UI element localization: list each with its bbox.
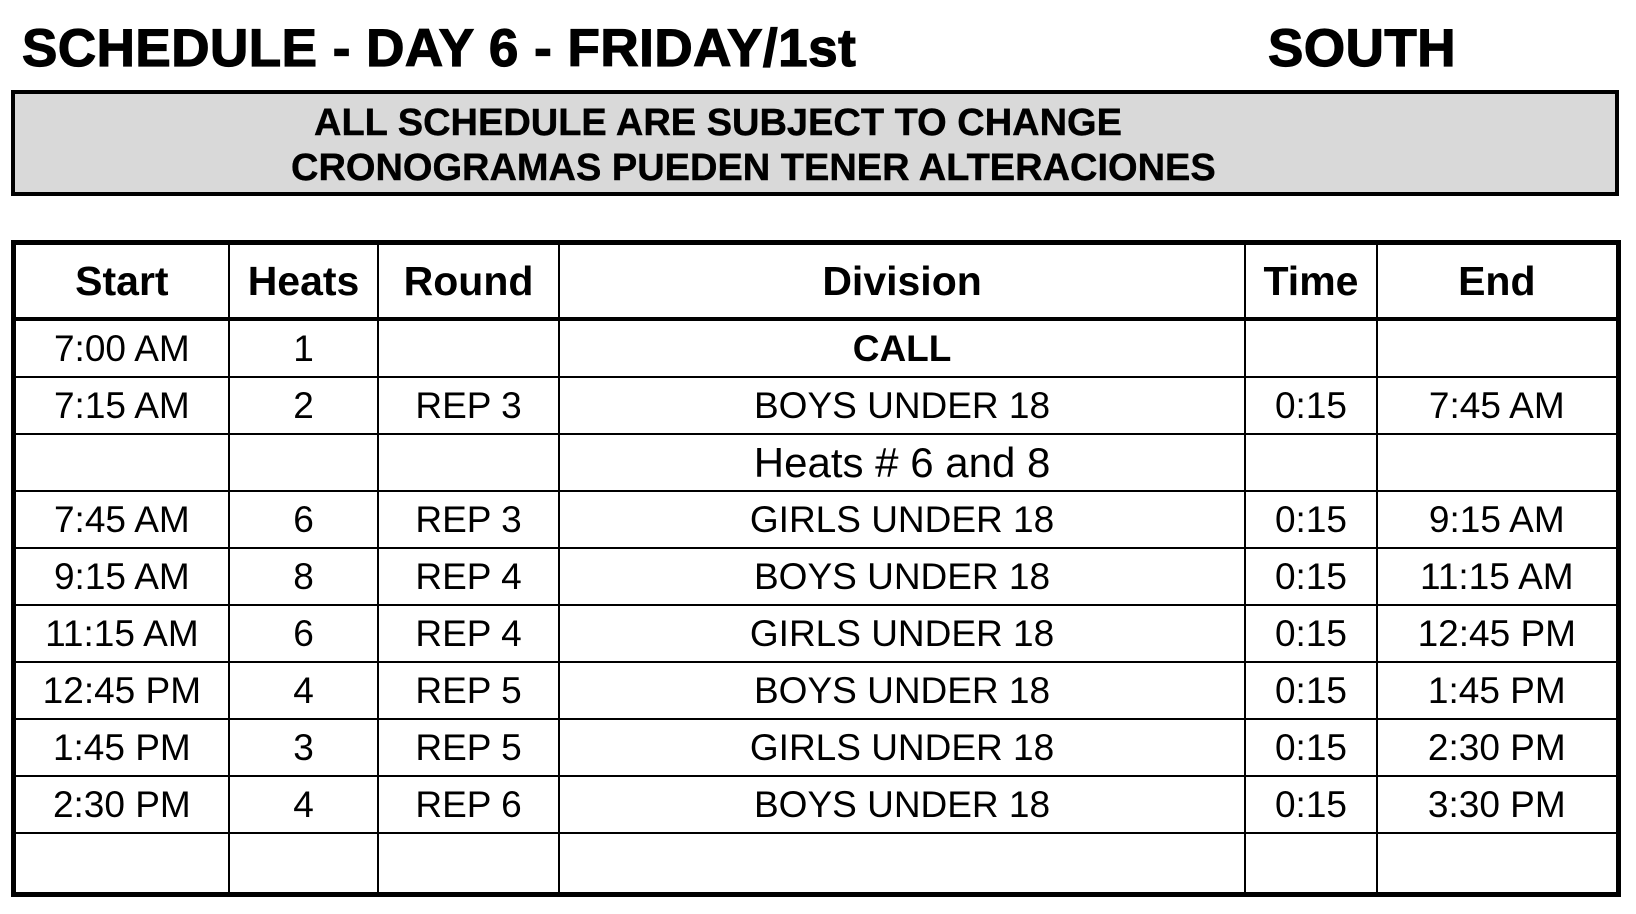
cell-start: 1:45 PM [14,719,229,776]
cell-time: 0:15 [1245,662,1376,719]
table-header-row [14,243,1619,320]
cell-time: 0:15 [1245,548,1376,605]
cell-division: BOYS UNDER 18 [559,377,1246,434]
table-row [14,434,1619,491]
cell-time: 0:15 [1245,719,1376,776]
cell-heats [229,434,379,491]
cell-heats: 6 [229,605,379,662]
cell-round: REP 3 [378,377,558,434]
cell-end [1377,319,1619,377]
cell-end: 11:15 AM [1377,548,1619,605]
table-row [14,605,1619,662]
column-header-end: End [1377,243,1619,320]
cell-heats: 4 [229,776,379,833]
column-header-heats: Heats [229,243,379,320]
cell-end: 2:30 PM [1377,719,1619,776]
cell-round: REP 5 [378,662,558,719]
cell-heats: 6 [229,491,379,548]
cell-division: CALL [559,319,1246,377]
cell-start: 7:00 AM [14,319,229,377]
cell-start: 7:45 AM [14,491,229,548]
table-row [14,719,1619,776]
title-bar [0,0,1636,90]
cell-time [1245,434,1376,491]
cell-heats [229,833,379,895]
cell-round: REP 6 [378,776,558,833]
cell-time: 0:15 [1245,491,1376,548]
table-row [14,491,1619,548]
cell-division: GIRLS UNDER 18 [559,491,1246,548]
cell-division: BOYS UNDER 18 [559,662,1246,719]
notice-line-english: ALL SCHEDULE ARE SUBJECT TO CHANGE [314,102,1122,144]
cell-end: 3:30 PM [1377,776,1619,833]
table-row [14,548,1619,605]
cell-end [1377,833,1619,895]
page-title: SCHEDULE - DAY 6 - FRIDAY/1st [22,19,857,78]
column-header-round: Round [378,243,558,320]
table-row [14,377,1619,434]
cell-heats: 1 [229,319,379,377]
cell-round [378,319,558,377]
cell-start: 9:15 AM [14,548,229,605]
cell-division: BOYS UNDER 18 [559,548,1246,605]
column-header-start: Start [14,243,229,320]
cell-heats: 4 [229,662,379,719]
table-row [14,662,1619,719]
cell-start: 11:15 AM [14,605,229,662]
cell-round [378,434,558,491]
cell-division [559,833,1246,895]
notice-line-spanish: CRONOGRAMAS PUEDEN TENER ALTERACIONES [291,147,1216,189]
cell-time: 0:15 [1245,377,1376,434]
cell-round [378,833,558,895]
column-header-time: Time [1245,243,1376,320]
table-row-empty [14,833,1619,895]
column-header-division: Division [559,243,1246,320]
change-notice-banner [11,90,1619,196]
cell-end: 12:45 PM [1377,605,1619,662]
cell-heats: 3 [229,719,379,776]
cell-time: 0:15 [1245,605,1376,662]
cell-division-note: Heats # 6 and 8 [559,434,1246,491]
cell-time [1245,833,1376,895]
cell-start [14,434,229,491]
location-label: SOUTH [1268,19,1456,78]
schedule-table [11,240,1621,897]
cell-end [1377,434,1619,491]
cell-division: GIRLS UNDER 18 [559,605,1246,662]
cell-heats: 2 [229,377,379,434]
cell-end: 7:45 AM [1377,377,1619,434]
cell-division: BOYS UNDER 18 [559,776,1246,833]
cell-start: 12:45 PM [14,662,229,719]
cell-round: REP 5 [378,719,558,776]
cell-end: 9:15 AM [1377,491,1619,548]
cell-time: 0:15 [1245,776,1376,833]
cell-time [1245,319,1376,377]
cell-round: REP 4 [378,605,558,662]
cell-round: REP 3 [378,491,558,548]
cell-round: REP 4 [378,548,558,605]
table-row [14,319,1619,377]
cell-start: 7:15 AM [14,377,229,434]
cell-start [14,833,229,895]
cell-heats: 8 [229,548,379,605]
cell-end: 1:45 PM [1377,662,1619,719]
table-row [14,776,1619,833]
cell-start: 2:30 PM [14,776,229,833]
cell-division: GIRLS UNDER 18 [559,719,1246,776]
